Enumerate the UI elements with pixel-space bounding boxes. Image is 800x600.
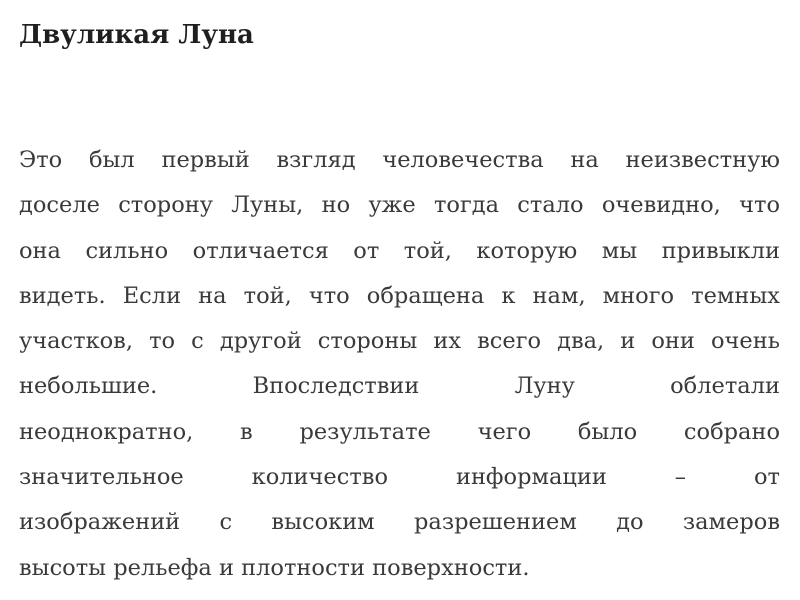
paragraph-line: небольшие. Впоследствии Луну облетали xyxy=(19,373,780,400)
paragraph-line: неоднократно, в результате чего было собрано xyxy=(19,418,780,445)
paragraph-line: доселе сторону Луны, но уже тогда стало очевидно, что xyxy=(19,192,780,219)
paragraph-line: видеть. Если на той, что обращена к нам, много темных xyxy=(19,282,780,309)
paragraph-line: значительное количество информации – от xyxy=(19,464,780,491)
page-title: Двуликая Луна xyxy=(19,20,254,50)
body-paragraph xyxy=(19,138,780,591)
paragraph-line: изображений с высоким разрешением до замеров xyxy=(19,509,780,536)
paragraph-line: она сильно отличается от той, которую мы привыкли xyxy=(19,237,780,264)
paragraph-line: Это был первый взгляд человечества на неизвестную xyxy=(19,147,780,173)
paragraph-line: участков, то с другой стороны их всего два, и они очень xyxy=(19,328,780,355)
paragraph-line: высоты рельефа и плотности поверхности. xyxy=(19,554,530,581)
